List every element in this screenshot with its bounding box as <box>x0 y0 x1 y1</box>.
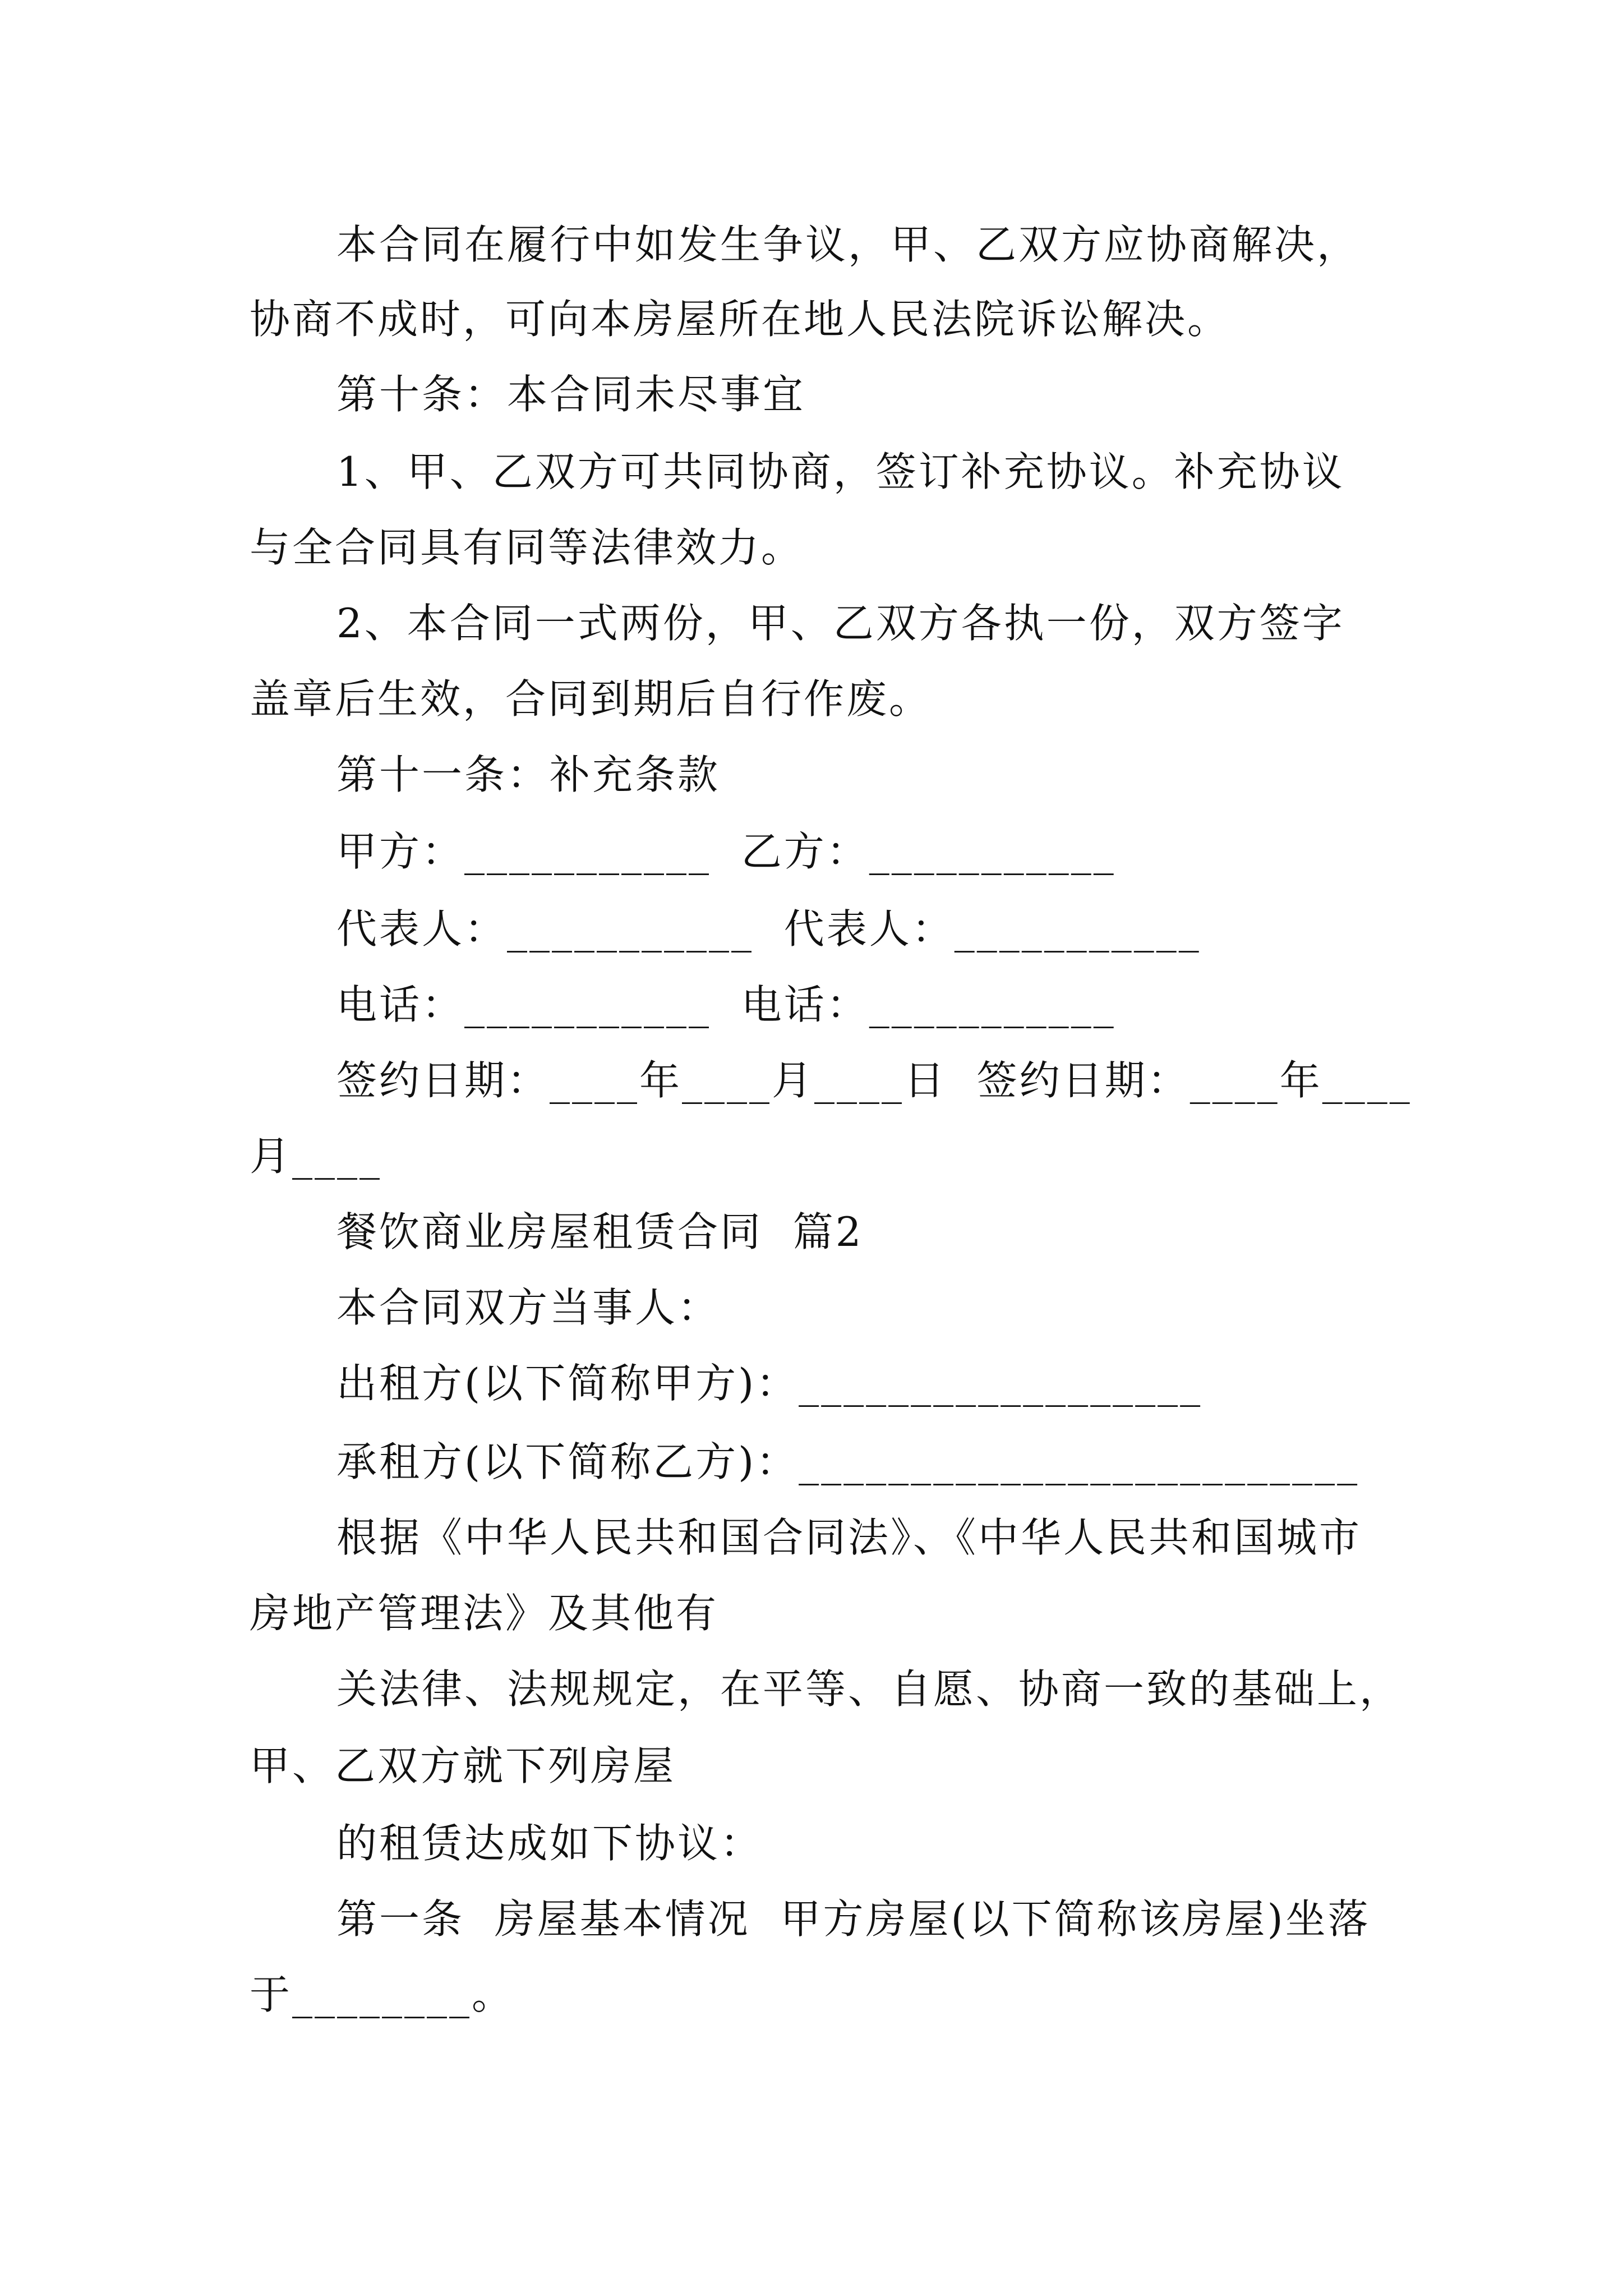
article-heading: 第一条 房屋基本情况 甲方房屋(以下简称该房屋)坐落 <box>336 1895 1371 1943</box>
paragraph-line: 与全合同具有同等法律效力。 <box>250 524 804 571</box>
signature-field-date: 签约日期：____年____月____日 签约日期：____年____ <box>336 1057 1412 1104</box>
signature-field-party: 甲方：___________ 乙方：___________ <box>336 828 1116 875</box>
section-title: 餐饮商业房屋租赁合同 篇2 <box>336 1208 864 1255</box>
paragraph-line: 房地产管理法》及其他有 <box>250 1590 719 1637</box>
paragraph-line: 本合同在履行中如发生争议，甲、乙双方应协商解决， <box>336 221 1360 268</box>
paragraph-line: 本合同双方当事人： <box>336 1284 721 1331</box>
signature-field-date-continued: 月____ <box>250 1133 382 1180</box>
lessee-field: 承租方(以下简称乙方)：_________________________ <box>336 1438 1360 1485</box>
paragraph-line: 1、甲、乙双方可共同协商，签订补充协议。补充协议 <box>336 448 1345 495</box>
paragraph-line: 于________。 <box>250 1971 515 2018</box>
paragraph-line: 甲、乙双方就下列房屋 <box>250 1742 676 1789</box>
signature-field-phone: 电话：___________ 电话：___________ <box>336 981 1116 1028</box>
paragraph-line: 盖章后生效，合同到期后自行作废。 <box>250 675 932 723</box>
paragraph-line: 的租赁达成如下协议： <box>336 1820 763 1867</box>
article-heading: 第十条：本合同未尽事宜 <box>336 371 806 418</box>
paragraph-line: 根据《中华人民共和国合同法》、《中华人民共和国城市 <box>336 1514 1362 1561</box>
lessor-field: 出租方(以下简称甲方)：__________________ <box>336 1360 1203 1407</box>
paragraph-line: 2、本合同一式两份，甲、乙双方各执一份，双方签字 <box>336 600 1345 647</box>
signature-field-representative: 代表人：___________ 代表人：___________ <box>336 905 1201 953</box>
article-heading: 第十一条：补充条款 <box>336 751 721 798</box>
paragraph-line: 协商不成时，可向本房屋所在地人民法院诉讼解决。 <box>250 296 1230 343</box>
paragraph-line: 关法律、法规规定，在平等、自愿、协商一致的基础上， <box>336 1665 1403 1713</box>
